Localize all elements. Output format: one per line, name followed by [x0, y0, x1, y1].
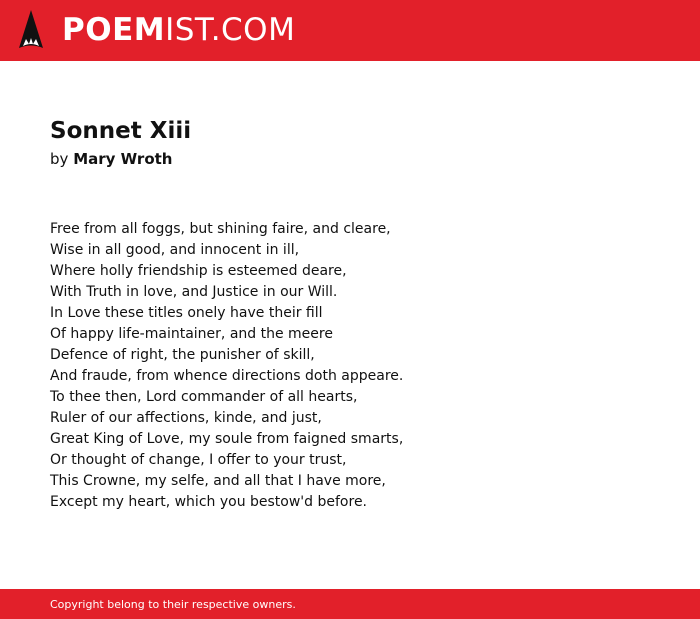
poem-line: Wise in all good, and innocent in ill, — [50, 242, 300, 258]
by-label: by — [50, 150, 69, 168]
poem-line: Of happy life-maintainer, and the meere — [50, 326, 333, 342]
poem-line: This Crowne, my selfe, and all that I have more, — [50, 473, 386, 489]
site-logo-text[interactable] — [62, 11, 295, 49]
poem-line: Where holly friendship is esteemed deare, — [50, 263, 347, 279]
poem-line: Ruler of our affections, kinde, and just, — [50, 410, 322, 426]
poem-line: Free from all foggs, but shining faire, and cleare, — [50, 221, 391, 237]
poem-line: And fraude, from whence directions doth appeare. — [50, 368, 404, 384]
poem-line: Great King of Love, my soule from faigned smarts, — [50, 431, 404, 447]
poem-line: Defence of right, the punisher of skill, — [50, 347, 315, 363]
poem-line: Except my heart, which you bestow'd before. — [50, 494, 368, 510]
poem-line: In Love these titles onely have their fill — [50, 305, 323, 321]
site-name-light: IST.COM — [165, 12, 296, 48]
poem-byline — [50, 149, 172, 169]
site-header — [0, 0, 700, 61]
site-footer — [0, 589, 700, 619]
copyright-notice: Copyright belong to their respective owners. — [50, 598, 296, 611]
poem-title: Sonnet Xiii — [50, 118, 192, 144]
site-name-bold: POEM — [62, 12, 166, 48]
author-name: Mary Wroth — [73, 150, 173, 168]
pencil-icon[interactable] — [16, 8, 46, 52]
poem-line: To thee then, Lord commander of all hearts, — [50, 389, 358, 405]
poem-line: With Truth in love, and Justice in our Will. — [50, 284, 338, 300]
poem-line: Or thought of change, I offer to your trust, — [50, 452, 347, 468]
poem-body — [50, 219, 403, 513]
